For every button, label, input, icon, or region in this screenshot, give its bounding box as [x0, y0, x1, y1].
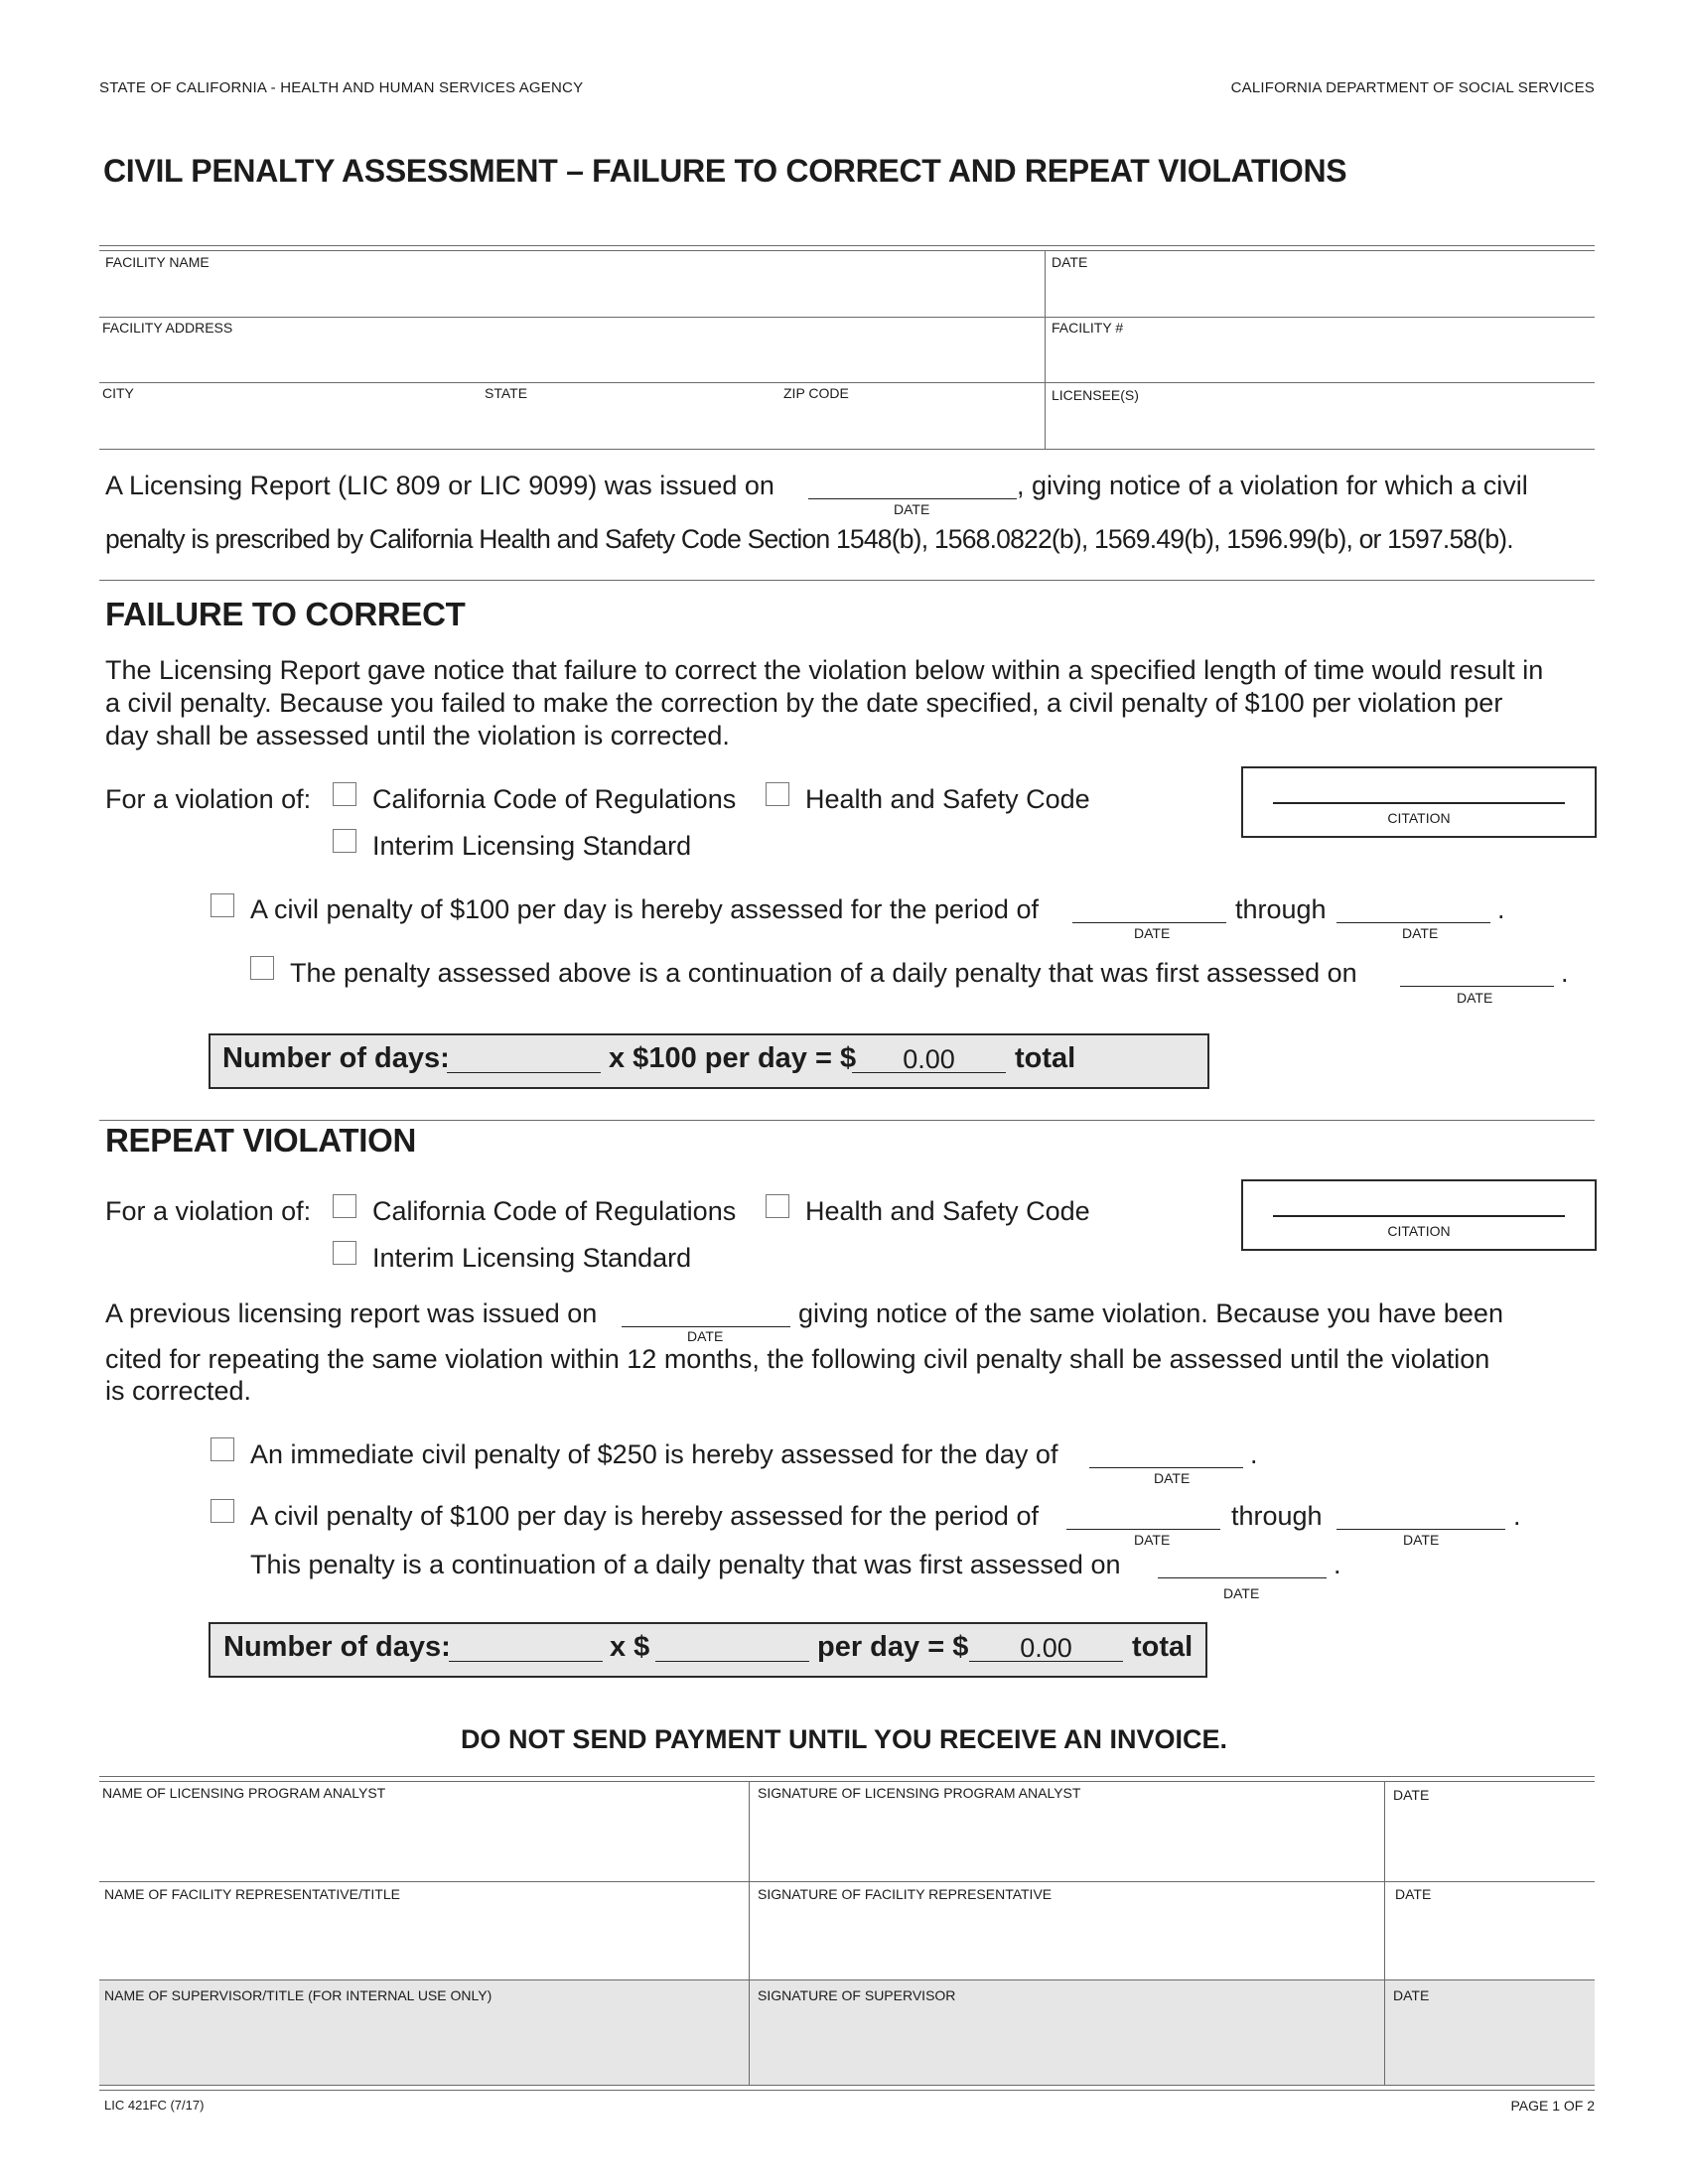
citation-box[interactable] [1241, 1179, 1597, 1251]
rate-blank[interactable] [655, 1661, 809, 1662]
checkbox-ccr[interactable] [333, 1194, 356, 1218]
checkbox-ccr[interactable] [333, 782, 356, 806]
supervisor-date-field[interactable]: DATE [1393, 1987, 1430, 2003]
failure-para-3: day shall be assessed until the violation is corrected. [105, 721, 730, 751]
citation-caption: CITATION [1387, 1223, 1451, 1239]
days-blank[interactable] [447, 1072, 601, 1073]
failure-heading: FAILURE TO CORRECT [105, 596, 466, 632]
supervisor-signature-field[interactable]: SIGNATURE OF SUPERVISOR [758, 1987, 956, 2003]
intro-line1-b: , giving notice of a violation for which a civil [1017, 471, 1528, 500]
continuation-blank[interactable] [1400, 986, 1554, 987]
immediate-text: An immediate civil penalty of $250 is hereby assessed for the day of [250, 1439, 1058, 1469]
supervisor-name-field[interactable]: NAME OF SUPERVISOR/TITLE (FOR INTERNAL USE ONLY) [104, 1987, 492, 2003]
citation-box[interactable] [1241, 766, 1597, 838]
citation-line [1273, 1215, 1565, 1217]
rep-signature-field[interactable]: SIGNATURE OF FACILITY REPRESENTATIVE [758, 1886, 1053, 1902]
continuation-text: This penalty is a continuation of a daily penalty that was first assessed on [250, 1550, 1121, 1579]
rep-date-field[interactable]: DATE [1395, 1886, 1432, 1902]
period-start-blank[interactable] [1072, 922, 1226, 923]
agency-header: STATE OF CALIFORNIA - HEALTH AND HUMAN SERVICES AGENCY [99, 79, 584, 96]
facility-name-field[interactable]: FACILITY NAME [105, 254, 210, 270]
facility-address-field[interactable]: FACILITY ADDRESS [102, 320, 233, 336]
analyst-name-field[interactable]: NAME OF LICENSING PROGRAM ANALYST [102, 1785, 386, 1801]
option-ils: Interim Licensing Standard [372, 1243, 692, 1273]
citation-caption: CITATION [1387, 810, 1451, 826]
checkbox-immediate[interactable] [211, 1437, 234, 1461]
state-field[interactable]: STATE [485, 385, 528, 401]
total-value: 0.00 [903, 1044, 955, 1074]
row-rule-2 [99, 2090, 1595, 2091]
zip-field[interactable]: ZIP CODE [783, 385, 849, 401]
checkbox-period[interactable] [211, 1499, 234, 1523]
violation-label: For a violation of: [105, 1196, 312, 1226]
period-text: A civil penalty of $100 per day is hereby assessed for the period of [250, 1501, 1039, 1531]
checkbox-ils[interactable] [333, 1241, 356, 1265]
citation-line [1273, 802, 1565, 804]
date-caption: DATE [687, 1328, 724, 1344]
checkbox-continuation[interactable] [250, 956, 274, 980]
previous-report-line3: is corrected. [105, 1376, 252, 1406]
date-caption: DATE [1402, 925, 1439, 941]
top-rule [99, 245, 1595, 246]
continuation-dot: . [1561, 958, 1569, 988]
calc-total-label: total [1015, 1042, 1076, 1074]
date-caption: DATE [1134, 925, 1171, 941]
payment-notice: DO NOT SEND PAYMENT UNTIL YOU RECEIVE AN INVOICE. [460, 1724, 1228, 1754]
form-id: LIC 421FC (7/17) [104, 2098, 205, 2113]
facility-number-field[interactable]: FACILITY # [1052, 320, 1124, 336]
option-ccr: California Code of Regulations [372, 784, 737, 814]
calc-days-label: Number of days: [222, 1042, 450, 1074]
failure-para-2: a civil penalty. Because you failed to make the correction by the date specified, a civil penalty of $100 per violation per [105, 688, 1503, 718]
calc-rate-label: x $100 per day = $ [609, 1042, 857, 1074]
checkbox-period[interactable] [211, 893, 234, 917]
period-end-dot: . [1497, 894, 1505, 924]
calc-days-label: Number of days: [223, 1631, 451, 1663]
calc-rate-label: x $ [610, 1631, 650, 1663]
analyst-date-field[interactable]: DATE [1393, 1787, 1430, 1803]
intro-line2: penalty is prescribed by California Health and Safety Code Section 1548(b), 1568.0822(b), 1569.49(b), 1596.99(b), or 1597.58(b). [105, 524, 1513, 554]
row-rule [99, 1881, 1595, 1882]
violation-label: For a violation of: [105, 784, 312, 814]
through-text: through [1235, 894, 1327, 924]
previous-date-blank[interactable] [622, 1326, 790, 1327]
section-rule [99, 1120, 1595, 1121]
calc-perday-label: per day = $ [817, 1631, 969, 1663]
rule [99, 317, 1595, 318]
rule [99, 382, 1595, 383]
period-text: A civil penalty of $100 per day is hereby assessed for the period of [250, 894, 1039, 924]
page-number: PAGE 1 OF 2 [1510, 2098, 1595, 2114]
date-caption: DATE [1134, 1532, 1171, 1548]
checkbox-hsc[interactable] [766, 1194, 789, 1218]
city-field[interactable]: CITY [102, 385, 134, 401]
period-start-blank[interactable] [1066, 1529, 1220, 1530]
calc-total-label: total [1132, 1631, 1194, 1663]
date-caption: DATE [894, 501, 930, 517]
date-field[interactable]: DATE [1052, 254, 1088, 270]
row-rule [99, 1979, 1595, 1980]
continuation-dot: . [1334, 1550, 1341, 1579]
immediate-dot: . [1250, 1439, 1258, 1469]
table-rule-2 [99, 1781, 1595, 1782]
rule [99, 449, 1595, 450]
period-end-dot: . [1513, 1501, 1521, 1531]
option-hsc: Health and Safety Code [805, 1196, 1090, 1226]
top-rule-2 [99, 250, 1595, 251]
facility-divider [1045, 250, 1046, 449]
previous-report-text: A previous licensing report was issued on [105, 1298, 598, 1328]
through-text: through [1231, 1501, 1323, 1531]
section-rule [99, 580, 1595, 581]
column-divider [1384, 1781, 1385, 2085]
date-caption: DATE [1457, 990, 1493, 1006]
total-value: 0.00 [1020, 1633, 1072, 1663]
date-caption: DATE [1154, 1470, 1191, 1486]
failure-para-1: The Licensing Report gave notice that failure to correct the violation below within a specified length of time would result in [105, 655, 1544, 685]
rep-name-field[interactable]: NAME OF FACILITY REPRESENTATIVE/TITLE [104, 1886, 400, 1902]
immediate-date-blank[interactable] [1089, 1467, 1243, 1468]
date-caption: DATE [1223, 1585, 1260, 1601]
option-ccr: California Code of Regulations [372, 1196, 737, 1226]
table-rule [99, 1776, 1595, 1777]
previous-report-line2: cited for repeating the same violation within 12 months, the following civil penalty shall be assessed until the violation [105, 1344, 1490, 1374]
checkbox-hsc[interactable] [766, 782, 789, 806]
analyst-signature-field[interactable]: SIGNATURE OF LICENSING PROGRAM ANALYST [758, 1785, 1081, 1801]
intro-line1-a: A Licensing Report (LIC 809 or LIC 9099) was issued on [105, 471, 774, 500]
continuation-blank[interactable] [1158, 1577, 1327, 1578]
department-header: CALIFORNIA DEPARTMENT OF SOCIAL SERVICES [1230, 79, 1595, 96]
previous-report-text-b: giving notice of the same violation. Because you have been [798, 1298, 1503, 1328]
period-end-blank[interactable] [1336, 1529, 1505, 1530]
page-title: CIVIL PENALTY ASSESSMENT – FAILURE TO CORRECT AND REPEAT VIOLATIONS [103, 153, 1347, 189]
date-caption: DATE [1403, 1532, 1440, 1548]
repeat-heading: REPEAT VIOLATION [105, 1122, 416, 1159]
intro-date-blank[interactable] [808, 498, 1017, 499]
checkbox-ils[interactable] [333, 829, 356, 853]
option-ils: Interim Licensing Standard [372, 831, 692, 861]
column-divider [749, 1781, 750, 2085]
days-blank[interactable] [449, 1661, 603, 1662]
option-hsc: Health and Safety Code [805, 784, 1090, 814]
period-end-blank[interactable] [1336, 922, 1490, 923]
continuation-text: The penalty assessed above is a continuation of a daily penalty that was first assessed on [290, 958, 1357, 988]
row-rule [99, 2085, 1595, 2086]
licensees-field[interactable]: LICENSEE(S) [1052, 387, 1139, 403]
